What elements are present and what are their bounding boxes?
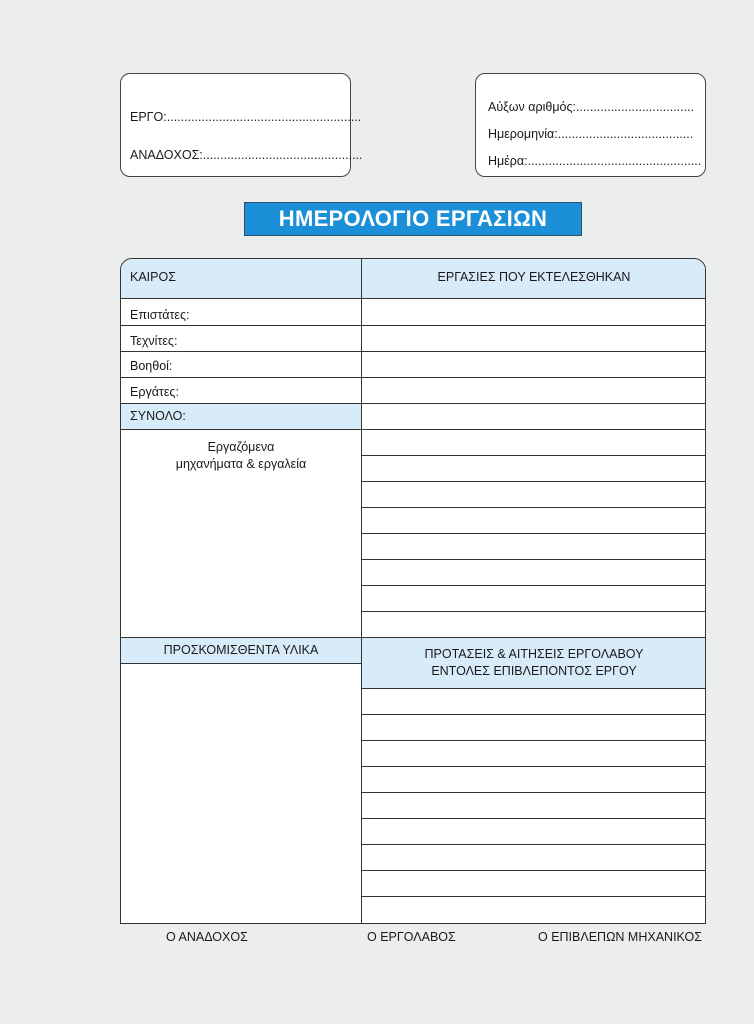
total-row[interactable] <box>121 403 361 429</box>
divider <box>121 298 706 299</box>
writing-line[interactable] <box>361 870 706 871</box>
works-header <box>361 259 706 298</box>
machinery-label-2: μηχανήματα & εργαλεία <box>175 457 307 471</box>
writing-line[interactable] <box>361 714 706 715</box>
divider <box>121 325 706 326</box>
writing-line[interactable] <box>361 455 706 456</box>
page-title: ΗΜΕΡΟΛΟΓΙΟ ΕΡΓΑΣΙΩΝ <box>244 202 582 236</box>
signature-contractor: Ο ΑΝΑΔΟΧΟΣ <box>166 930 248 944</box>
total-label: ΣΥΝΟΛΟ: <box>130 409 186 423</box>
contractor-field[interactable]: ΑΝΑΔΟΧΟΣ:.............................................. <box>130 148 363 162</box>
works-label: ΕΡΓΑΣΙΕΣ ΠΟΥ ΕΚΤΕΛΕΣΘΗΚΑΝ <box>437 270 631 284</box>
workers-label: Εργάτες: <box>130 385 179 399</box>
divider <box>121 403 706 404</box>
divider <box>121 351 706 352</box>
writing-line[interactable] <box>361 766 706 767</box>
weather-header <box>121 259 361 298</box>
writing-line[interactable] <box>361 740 706 741</box>
staff-row-technicians[interactable] <box>130 334 177 348</box>
writing-line[interactable] <box>361 507 706 508</box>
writing-line[interactable] <box>361 844 706 845</box>
technicians-label: Τεχνίτες: <box>130 334 178 348</box>
weather-label: ΚΑΙΡΟΣ <box>130 270 176 284</box>
writing-line[interactable] <box>361 481 706 482</box>
writing-line[interactable] <box>361 611 706 612</box>
serial-number-field[interactable]: Αύξων αριθμός:.................................. <box>488 100 695 114</box>
staff-row-workers[interactable] <box>130 385 179 399</box>
materials-label: ΠΡΟΣΚΟΜΙΣΘΕΝΤΑ ΥΛΙΚΑ <box>163 643 319 657</box>
writing-line[interactable] <box>361 818 706 819</box>
staff-row-assistants[interactable] <box>130 359 172 373</box>
work-log-table <box>120 258 706 924</box>
signature-supervising-engineer: Ο ΕΠΙΒΛΕΠΩΝ ΜΗΧΑΝΙΚΟΣ <box>538 930 702 944</box>
day-field[interactable]: Ημέρα:.................................................. <box>488 154 702 168</box>
assistants-label: Βοηθοί: <box>130 359 173 373</box>
divider <box>121 377 706 378</box>
proposals-label-1: ΠΡΟΤΑΣΕΙΣ & ΑΙΤΗΣΕΙΣ ΕΡΓΟΛΑΒΟΥ <box>424 647 644 661</box>
writing-line[interactable] <box>361 585 706 586</box>
divider <box>121 663 361 664</box>
writing-line[interactable] <box>361 792 706 793</box>
machinery-section[interactable] <box>121 439 361 473</box>
writing-line[interactable] <box>361 559 706 560</box>
divider <box>121 429 706 430</box>
project-info-box <box>120 73 363 177</box>
writing-line[interactable] <box>361 533 706 534</box>
machinery-label-1: Εργαζόμενα <box>207 440 275 454</box>
date-field[interactable]: Ημερομηνία:....................................... <box>488 127 694 141</box>
signature-builder: Ο ΕΡΓΟΛΑΒΟΣ <box>367 930 456 944</box>
writing-line[interactable] <box>361 896 706 897</box>
divider <box>121 637 706 638</box>
project-field[interactable]: ΕΡΓΟ:........................................................ <box>130 110 362 124</box>
entry-info-box <box>475 73 706 177</box>
proposals-label-2: ΕΝΤΟΛΕΣ ΕΠΙΒΛΕΠΟΝΤΟΣ ΕΡΓΟΥ <box>431 664 637 678</box>
materials-header <box>121 637 361 663</box>
staff-row-supervisors[interactable] <box>130 308 189 322</box>
column-divider <box>361 259 362 924</box>
proposals-header <box>361 637 706 688</box>
writing-line[interactable] <box>361 688 706 689</box>
supervisors-label: Επιστάτες: <box>130 308 190 322</box>
